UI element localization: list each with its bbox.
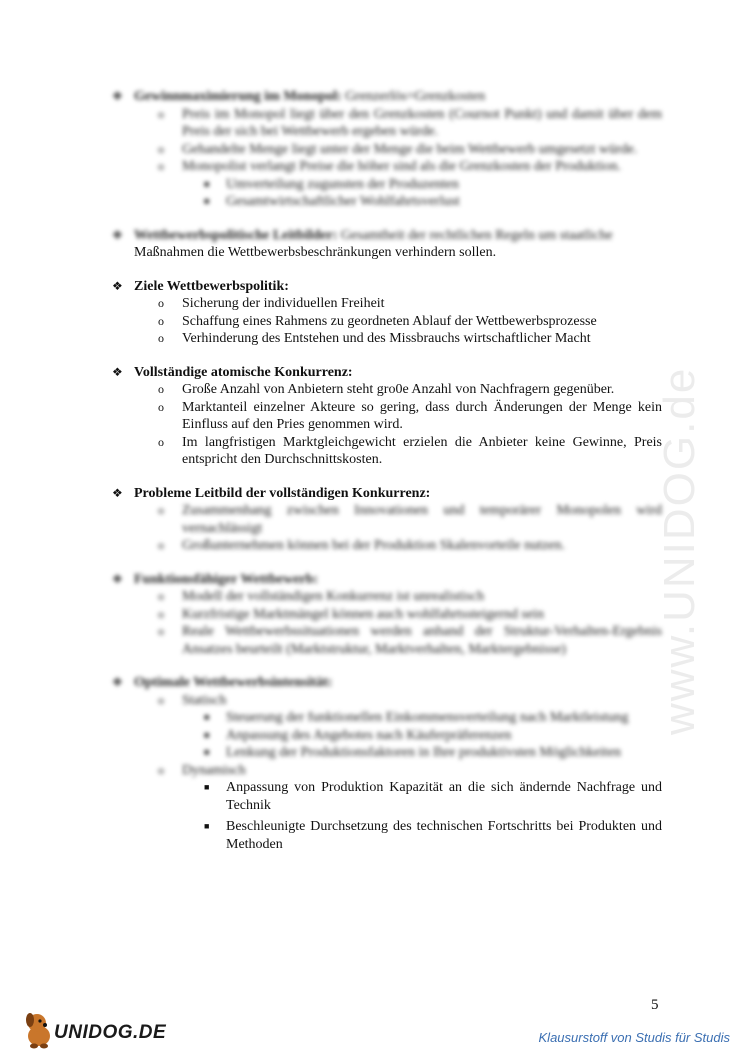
diamond-bullet-icon: ❖ bbox=[112, 89, 123, 103]
section-text: Maßnahmen die Wettbewerbsbeschränkungen verhindern sollen. bbox=[134, 245, 497, 260]
list-item: o Schaffung eines Rahmens zu geordneten Ablauf der Wettbewerbsprozesse bbox=[158, 313, 597, 329]
list-item: o Zusammenhang zwischen Innovationen und temporärer Monopolen wird vernachlässigt bbox=[158, 503, 662, 536]
section-funktionsfaehiger-wettbewerb bbox=[112, 571, 662, 659]
list-item: o Monopolist verlangt Preise die höher sind als die Grenzkosten der Produktion. bbox=[158, 159, 621, 174]
section-probleme bbox=[112, 485, 662, 555]
section-leitbilder: ❖ Wettbewerbspolitische Leitbilder: Gesamtheit der rechtlichen Regeln um staatliche Maßnahmen die Wettbewerbsbeschränkungen verhindern sollen. bbox=[112, 227, 662, 262]
section-heading: Ziele Wettbewerbspolitik: bbox=[134, 278, 289, 294]
footer-tagline: Klausurstoff von Studis für Studis bbox=[538, 1030, 730, 1045]
list-item: o Preis im Monopol liegt über den Grenzkosten (Cournot Punkt) und damit über dem Preis der sich bei Wettbewerb ergeben würde. bbox=[158, 106, 662, 139]
section-heading: Vollständige atomische Konkurrenz: bbox=[134, 364, 353, 380]
unidog-logo bbox=[22, 1010, 167, 1052]
section-atomische-konkurrenz bbox=[112, 364, 662, 469]
section-heading: Gewinnmaximierung im Monopol: bbox=[134, 89, 342, 104]
section-monopol bbox=[112, 88, 662, 211]
diamond-bullet-icon: ❖ bbox=[112, 675, 123, 689]
dog-icon bbox=[22, 1010, 56, 1050]
list-item: o Sicherung der individuellen Freiheit bbox=[158, 296, 385, 311]
list-item: o Statisch bbox=[158, 692, 227, 708]
sub-list-item: ■ Anpassung von Produktion Kapazität an die sich ändernde Nachfrage und Technik bbox=[204, 780, 662, 813]
logo-text: UNIDOG.DE bbox=[54, 1022, 167, 1043]
section-heading: Probleme Leitbild der vollständigen Konkurrenz: bbox=[134, 485, 431, 501]
section-heading: Wettbewerbspolitische Leitbilder: bbox=[134, 227, 338, 243]
diamond-bullet-icon: ❖ bbox=[112, 364, 123, 379]
page-number: 5 bbox=[651, 997, 659, 1013]
list-item: o Modell der vollständigen Konkurrenz ist unrealistisch bbox=[158, 589, 485, 604]
sub-list-item: ■ Gesamtwirtschaftlicher Wohlfahrtsverlust bbox=[204, 194, 460, 209]
list-item: o Dynamisch bbox=[158, 762, 246, 778]
sub-list-item: ■ Beschleunigte Durchsetzung des technischen Fortschritts bei Produkten und Methoden bbox=[204, 819, 662, 852]
section-ziele bbox=[112, 278, 662, 348]
sub-list-item: ■ Anpassung des Angebotes nach Käuferpräferenzen bbox=[204, 727, 512, 743]
section-heading: Optimale Wettbewerbsintensität: bbox=[134, 675, 333, 690]
sub-list-item: ■ Lenkung der Produktionsfaktoren in Ihre produktivsten Möglichkeiten bbox=[204, 745, 622, 760]
diamond-bullet-icon: ❖ bbox=[112, 227, 123, 242]
list-item: o Im langfristigen Marktgleichgewicht erzielen die Anbieter keine Gewinne, Preis entspricht den Durchschnittskosten. bbox=[158, 434, 662, 467]
list-item: o Kurzfristige Marktmängel können auch wohlfahrtssteigernd sein bbox=[158, 606, 544, 622]
list-item: o Verhinderung des Entstehen und des Missbrauchs wirtschaftlicher Macht bbox=[158, 331, 591, 346]
list-item: o Marktanteil einzelner Akteure so gering, dass durch Änderungen der Menge kein Einfluss auf den Pries genommen wird. bbox=[158, 399, 662, 432]
diamond-bullet-icon: ❖ bbox=[112, 278, 123, 293]
section-wettbewerbsintensitaet bbox=[112, 674, 662, 853]
list-item: o Reale Wettbewerbssituationen werden anhand der Struktur-Verhalten-Ergebnis Ansatzes beurteilt (Marktstruktur, Marktverhalten, Marktergebnisse) bbox=[158, 624, 662, 657]
section-heading: Funktionsfähiger Wettbewerb: bbox=[134, 571, 319, 587]
diamond-bullet-icon: ❖ bbox=[112, 571, 123, 586]
list-item: o Große Anzahl von Anbietern steht gro0e Anzahl von Nachfragern gegenüber. bbox=[158, 382, 615, 397]
sub-list-item: ■ Umverteilung zugunsten der Produzenten bbox=[204, 176, 459, 192]
list-item: o Großunternehmen können bei der Produktion Skalenvorteile nutzen. bbox=[158, 538, 565, 553]
sub-list-item: ■ Steuerung der funktionellen Einkommensverteilung nach Marktleistung bbox=[204, 710, 629, 725]
diamond-bullet-icon: ❖ bbox=[112, 485, 123, 500]
document-content bbox=[112, 88, 662, 869]
section-heading-rest: Grenzerlös=Grenzkosten bbox=[341, 89, 486, 104]
list-item: o Gehandelte Menge liegt unter der Menge die beim Wettbewerb umgesetzt würde. bbox=[158, 141, 638, 157]
watermark: www.UNIDOG.de bbox=[655, 366, 704, 735]
